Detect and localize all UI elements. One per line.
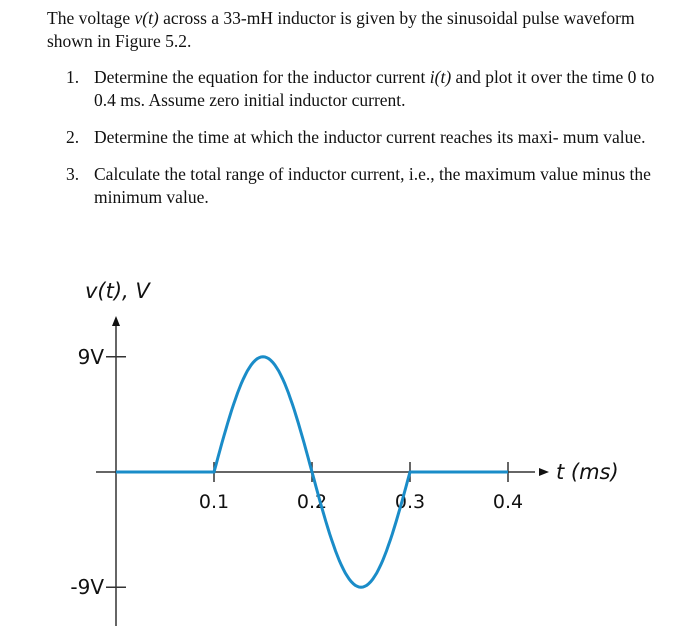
- task-text: Determine the time at which the inductor current reaches its maxi- mum value.: [94, 127, 646, 147]
- problem-statement: [47, 7, 657, 53]
- task-list: [66, 66, 656, 223]
- x-tick-label: 0.3: [394, 491, 426, 513]
- x-axis-arrow-icon: [539, 468, 549, 476]
- task-current-symbol: i(t): [429, 67, 452, 87]
- x-axis-label: t (ms): [556, 460, 619, 484]
- task-text: Determine the equation for the inductor current: [94, 67, 430, 87]
- x-tick-label: 0.1: [198, 491, 230, 513]
- x-tick-group: [199, 462, 523, 513]
- intro-text-start: The voltage: [47, 8, 135, 28]
- y-tick-label: -9V: [70, 575, 104, 600]
- x-tick-label: 0.2: [296, 491, 328, 513]
- x-tick-label: 0.4: [492, 491, 524, 513]
- task-item-3: [66, 163, 656, 209]
- y-tick-label: 9V: [77, 344, 104, 369]
- y-axis-label: v(t), V: [85, 279, 150, 303]
- task-number: 1.: [66, 67, 80, 87]
- task-item-1: [66, 66, 656, 112]
- task-text: Calculate the total range of inductor current, i.e., the maximum value minus the minimum value.: [94, 164, 651, 207]
- task-number: 3.: [66, 164, 80, 184]
- task-item-2: [66, 126, 656, 149]
- task-number: 2.: [66, 127, 80, 147]
- task-text-end: and plot it over the time 0 to 0.4 ms. Assume zero initial inductor current.: [94, 67, 655, 110]
- voltage-waveform-figure: [0, 260, 700, 626]
- intro-voltage-symbol: v(t): [134, 8, 159, 28]
- y-axis-arrow-icon: [112, 316, 120, 326]
- intro-text-end: across a 33-mH inductor is given by the sinusoidal pulse waveform shown in Figure 5.2.: [47, 8, 635, 51]
- voltage-series-line: [116, 357, 508, 587]
